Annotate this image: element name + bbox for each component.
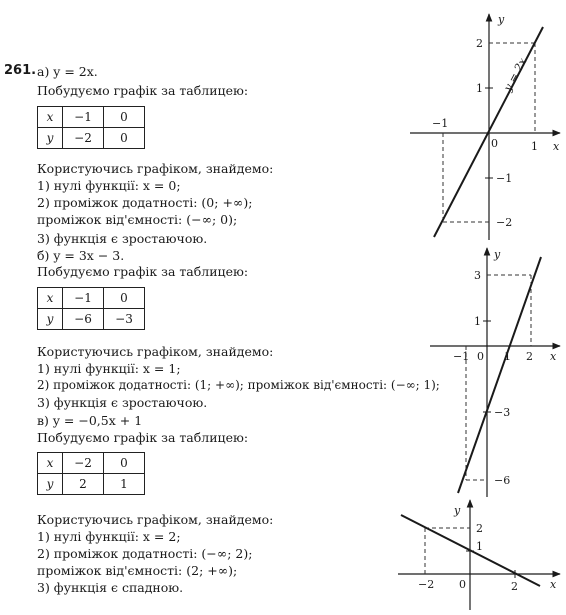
- part-a-table-intro: Побудуємо графік за таблицею:: [37, 83, 249, 98]
- table-cell: −2: [63, 453, 104, 474]
- graph-b-tick-label: 0: [477, 350, 484, 363]
- table-cell: −1: [63, 107, 104, 128]
- table-cell: 0: [104, 288, 145, 309]
- part-a-heading: а) y = 2x.: [37, 64, 98, 79]
- table-cell: x: [38, 288, 63, 309]
- graph-a-tick-label: −1: [496, 172, 513, 185]
- part-c-line-4: 3) функція є спадною.: [37, 580, 184, 595]
- table-cell: −2: [63, 128, 104, 149]
- graph-b-tick-label: 1: [474, 315, 481, 328]
- part-b-line-2: 2) проміжок додатності: (1; +∞); проміжок від'ємності: (−∞; 1);: [37, 378, 440, 392]
- part-a-line-1: 1) нулі функції: x = 0;: [37, 178, 181, 193]
- part-c-line-2: 2) проміжок додатності: (−∞; 2);: [37, 546, 253, 561]
- graph-a-tick-label: 2: [476, 37, 483, 50]
- graph-a-y-label: y: [498, 13, 505, 26]
- part-b-line-3: 3) функція є зростаючою.: [37, 395, 208, 410]
- graph-b-tick-label: −1: [453, 350, 470, 363]
- part-c-findings-intro: Користуючись графіком, знайдемо:: [37, 512, 274, 527]
- table-cell: −1: [63, 288, 104, 309]
- table-cell: 1: [104, 474, 145, 495]
- part-c-line-1: 1) нулі функції: x = 2;: [37, 529, 181, 544]
- table-cell: y: [38, 128, 63, 149]
- part-c-line-3: проміжок від'ємності: (2; +∞);: [37, 563, 238, 578]
- graph-c-y-label: y: [454, 504, 461, 517]
- part-a-findings-intro: Користуючись графіком, знайдемо:: [37, 161, 274, 176]
- table-cell: x: [38, 107, 63, 128]
- graph-a-tick-label: 1: [531, 140, 538, 153]
- graph-c-x-label: x: [550, 578, 557, 591]
- part-a-line-2: 2) проміжок додатності: (0; +∞);: [37, 195, 253, 210]
- table-cell: −3: [104, 309, 145, 330]
- graph-b-tick-label: −6: [494, 474, 511, 487]
- graph-a-line-label: y = 2x: [501, 55, 530, 94]
- table-cell: y: [38, 474, 63, 495]
- table-cell: y: [38, 309, 63, 330]
- part-b-line-1: 1) нулі функції: x = 1;: [37, 361, 181, 376]
- part-a-line-3: проміжок від'ємності: (−∞; 0);: [37, 212, 238, 227]
- graph-a-tick-label: −1: [432, 117, 449, 130]
- part-b-findings-intro: Користуючись графіком, знайдемо:: [37, 344, 274, 359]
- graph-c-tick-label: 2: [511, 580, 518, 593]
- graph-a-tick-label: −2: [496, 216, 513, 229]
- part-b-table-intro: Побудуємо графік за таблицею:: [37, 264, 249, 279]
- graph-a-x-label: x: [553, 140, 560, 153]
- graph-b-x-label: x: [550, 350, 557, 363]
- table-cell: −6: [63, 309, 104, 330]
- graph-b-tick-label: 3: [474, 269, 481, 282]
- graph-a-tick-label: 1: [476, 82, 483, 95]
- part-b-heading: б) y = 3x − 3.: [37, 248, 125, 263]
- table-cell: x: [38, 453, 63, 474]
- part-a-line-4: 3) функція є зростаючою.: [37, 231, 208, 246]
- graph-c-tick-label: −2: [418, 578, 435, 591]
- graph-b-tick-label: −3: [494, 406, 511, 419]
- graph-c-tick-label: 0: [459, 578, 466, 591]
- table-cell: 0: [104, 128, 145, 149]
- part-c-heading: в) y = −0,5x + 1: [37, 413, 143, 428]
- graph-b-tick-label: 1: [504, 350, 511, 363]
- table-cell: 2: [63, 474, 104, 495]
- part-c-table-intro: Побудуємо графік за таблицею:: [37, 430, 249, 445]
- table-cell: 0: [104, 453, 145, 474]
- graph-c-tick-label: 2: [476, 522, 483, 535]
- graph-c-tick-label: 1: [476, 540, 483, 553]
- graph-a-tick-label: 0: [491, 137, 498, 150]
- problem-number: 261.: [4, 63, 37, 78]
- table-cell: 0: [104, 107, 145, 128]
- graph-b-tick-label: 2: [526, 350, 533, 363]
- graph-b-y-label: y: [494, 248, 501, 261]
